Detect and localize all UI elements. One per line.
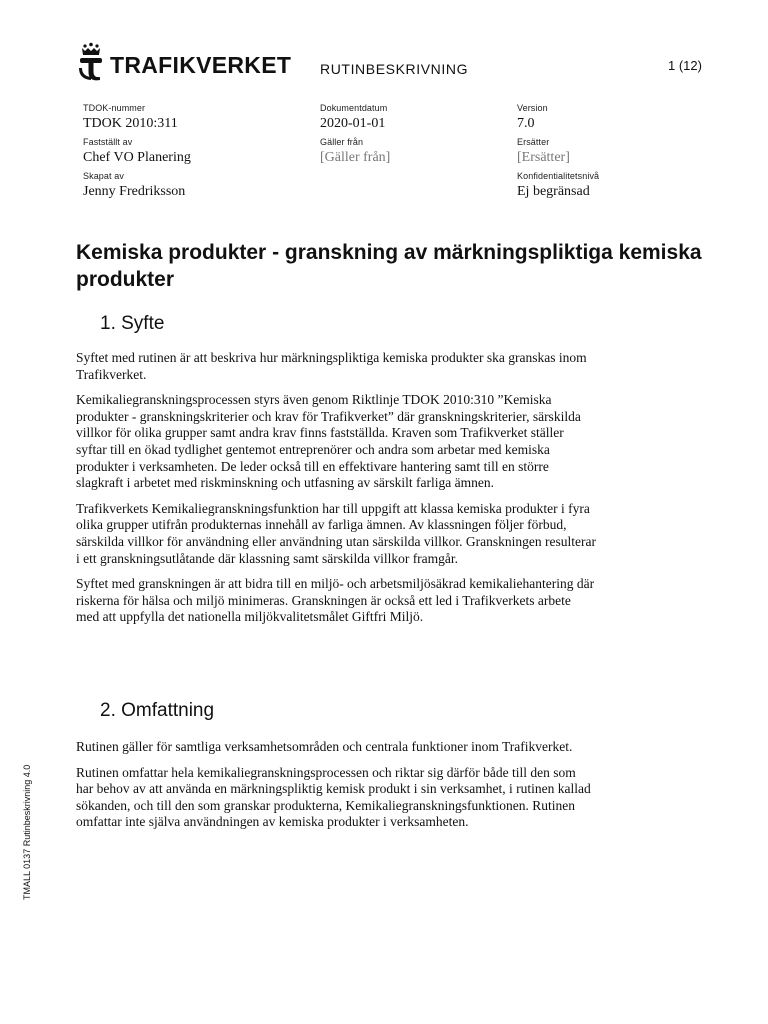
meta-value: TDOK 2010:311 <box>83 116 178 131</box>
meta-created-by <box>83 171 185 200</box>
meta-label: Fastställt av <box>83 137 133 147</box>
meta-label: Ersätter <box>517 137 550 147</box>
meta-value: Jenny Fredriksson <box>83 184 186 199</box>
meta-label: Konfidentialitetsnivå <box>517 171 600 181</box>
trafikverket-logo <box>76 42 291 82</box>
section-body-omfattning <box>76 739 596 840</box>
section-heading-syfte: 1. Syfte <box>100 313 165 334</box>
meta-valid-from <box>320 137 390 166</box>
meta-replaces <box>517 137 570 166</box>
meta-date <box>320 103 387 132</box>
crown-t-icon <box>76 42 106 82</box>
meta-value: [Gäller från] <box>320 150 391 165</box>
meta-value: 2020-01-01 <box>320 116 386 131</box>
meta-label: Dokumentdatum <box>320 103 388 113</box>
template-side-label: TMALL 0137 Rutinbeskrivning 4.0 <box>22 764 32 900</box>
section-body-syfte <box>76 350 596 635</box>
meta-approved <box>83 137 191 166</box>
section-heading-omfattning: 2. Omfattning <box>100 700 215 721</box>
document-type: RUTINBESKRIVNING <box>320 61 469 77</box>
paragraph: Rutinen gäller för samtliga verksamhetsområden och centrala funktioner inom Trafikverket. <box>76 739 573 754</box>
meta-version <box>517 103 548 132</box>
meta-label: Skapat av <box>83 171 124 181</box>
meta-label: Gäller från <box>320 137 364 147</box>
meta-confidentiality <box>517 171 599 200</box>
meta-tdok <box>83 103 178 132</box>
page-number: 1 (12) <box>668 58 702 73</box>
meta-value: Chef VO Planering <box>83 150 191 165</box>
document-title: Kemiska produkter - granskning av märkningspliktiga kemiska produkter <box>76 241 702 291</box>
paragraph: Rutinen omfattar hela kemikaliegranskningsprocessen och riktar sig därför både till den som har behov av att använda en märkningspliktig kemisk produkt i sin verksamhet, i rutinen kallad sökanden, och till den som granskar produkterna, Kemikaliegranskningsfunktionen. Rutinen omfattar inte själva användningen av kemiska produkter i verksamheten. <box>76 764 591 830</box>
logo-wordmark: TRAFIKVERKET <box>110 51 292 78</box>
paragraph: Syftet med granskningen är att bidra till en miljö- och arbetsmiljösäkrad kemikaliehantering där riskerna för hälsa och miljö minimeras. Granskningen är också ett led i Trafikverkets arbete med att uppfylla det nationella miljökvalitetsmålet Giftfri Miljö. <box>76 576 595 625</box>
paragraph: Syftet med rutinen är att beskriva hur märkningspliktiga kemiska produkter ska granskas inom Trafikverket. <box>76 350 587 382</box>
meta-value: 7.0 <box>517 116 535 131</box>
meta-value: [Ersätter] <box>517 150 570 165</box>
meta-label: TDOK-nummer <box>83 103 146 113</box>
meta-value: Ej begränsad <box>517 184 590 199</box>
paragraph: Trafikverkets Kemikaliegranskningsfunktion har till uppgift att klassa kemiska produkter i fyra olika grupper utifrån produkternas innehåll av farliga ämnen. Av klassningen följer förbud, särskilda villkor för användning eller användning utan särskilda villkor. Granskningen resulterar i ett granskningsutlåtande där klassning samt särskilda villkor framgår. <box>76 500 596 566</box>
paragraph: Kemikaliegranskningsprocessen styrs även genom Riktlinje TDOK 2010:310 ”Kemiska produkter - granskningskriterier och krav för Trafikverket” där granskningskriterier, särskilda villkor för olika grupper samt andra krav finns fastställda. Kraven som Trafikverket ställer syftar till en ökad tydlighet gentemot entreprenörer och andra som arbetar med kemiska produkter i verksamheten. De leder också till en effektivare hantering samt till en större slagkraft i arbetet med riskminskning och utfasning av särskilt farliga ämnen. <box>76 392 581 491</box>
meta-label: Version <box>517 103 548 113</box>
